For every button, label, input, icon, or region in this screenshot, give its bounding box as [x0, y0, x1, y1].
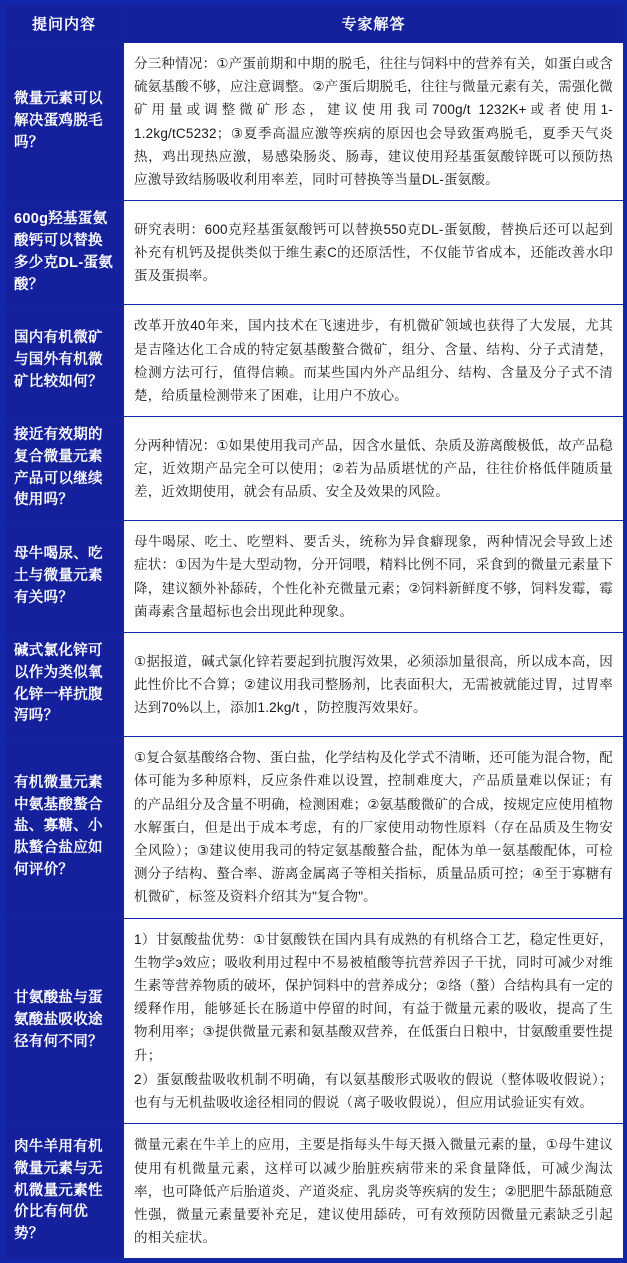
- answer-cell: [124, 305, 624, 417]
- answer-paragraph: 分三种情况：①产蛋前期和中期的脱毛，往往与饲料中的营养有关，如蛋白或含硫氨基酸不够，应注意调整。②产蛋后期脱毛，往往与微量元素有关，需强化微矿用量或调整微矿形态，建议使用我司700g/t 1232K+或者使用1-1.2kg/tC5232；③夏季高温应激等疾病的原因也会导致蛋鸡脱毛，夏季天气炎热，鸡出现热应激，易感染肠炎、肠毒，建议使用羟基蛋氨酸锌既可以预防热应激导致结肠吸收利用率差，同时可替换等当量DL-蛋氨酸。: [134, 56, 613, 188]
- question-cell: 接近有效期的复合微量元素产品可以继续使用吗？: [5, 417, 124, 521]
- question-cell: 微量元素可以解决蛋鸡脱毛吗？: [5, 43, 124, 201]
- answer-paragraph: 母牛喝尿、吃土、吃塑料、要舌头，统称为异食癖现象，两种情况会导致上述症状：①因为牛是大型动物，分开饲喂，精料比例不同，采食到的微量元素量下降，建议额外补舔砖，个性化补充微量元素；②饲料新鲜度不够，饲料发霉，霉菌毒素含量超标也会出现此种现象。: [134, 534, 613, 619]
- table-row: [5, 43, 624, 201]
- table-row: [5, 918, 624, 1124]
- table-header-row: [5, 5, 624, 43]
- table-body: [5, 43, 624, 1259]
- question-cell: 甘氨酸盐与蛋氨酸盐吸收途径有何不同？: [5, 918, 124, 1124]
- table-row: [5, 201, 624, 305]
- table-row: [5, 633, 624, 737]
- answer-cell: [124, 43, 624, 201]
- answer-paragraph: 分两种情况：①如果使用我司产品，因含水量低、杂质及游离酸极低，故产品稳定，近效期产品完全可以使用；②若为品质堪忧的产品，往往价格低伴随质量差，近效期使用，就会有品质、安全及效果的风险。: [134, 437, 613, 500]
- answer-cell: [124, 918, 624, 1124]
- column-header-answer: 专家解答: [124, 5, 624, 43]
- answer-paragraph: 研究表明：600克羟基蛋氨酸钙可以替换550克DL-蛋氨酸，替换后还可以起到补充有机钙及提供类似于维生素C的还原活性，不仅能节省成本，还能改善水印蛋及蛋损率。: [134, 221, 613, 284]
- answer-cell: [124, 1124, 624, 1259]
- answer-cell: [124, 633, 624, 737]
- column-header-question: 提问内容: [5, 5, 124, 43]
- question-cell: 碱式氯化锌可以作为类似氧化锌一样抗腹泻吗？: [5, 633, 124, 737]
- table-row: [5, 305, 624, 417]
- answer-paragraph: 微量元素在牛羊上的应用，主要是指每头牛每天摄入微量元素的量，①母牛建议使用有机微量元素，这样可以减少胎脏疾病带来的采食量降低，可减少淘汰率，也可降低产后胎道炎、产道炎症、乳房炎等疾病的发生；②肥肥牛舔舐随意性强，微量元素量要补充足，建议使用舔砖，可有效预防因微量元素缺乏引起的相关症状。: [134, 1137, 613, 1246]
- question-cell: 母牛喝尿、吃土与微量元素有关吗？: [5, 521, 124, 633]
- answer-cell: [124, 417, 624, 521]
- table-row: [5, 417, 624, 521]
- answer-paragraph: 2）蛋氨酸盐吸收机制不明确，有以氨基酸形式吸收的假说（整体吸收假说）；也有与无机盐吸收途径相同的假说（离子吸收假说），但应用试验证实有效。: [134, 1071, 613, 1111]
- answer-paragraph: ①复合氨基酸络合物、蛋白盐，化学结构及化学式不清晰，还可能为混合物，配体可能为多种原料，反应条件难以设置，控制难度大，产品质量难以保证；有的产品组分及含量不明确，检测困难；②氨基酸微矿的合成，按规定应使用植物水解蛋白，但是出于成本考虑，有的厂家使用动物性原料（存在品质及生物安全风险）；③建议使用我司的特定氨基酸螯合盐，配体为单一氨基酸配体，可检测分子结构、螯合率、游离金属离子等相关指标，质量品质可控；④至于寡糖有机微矿，标签及资料介绍其为"复合物"。: [134, 750, 613, 905]
- question-cell: 肉牛羊用有机微量元素与无机微量元素性价比有何优势？: [5, 1124, 124, 1259]
- table-row: [5, 1124, 624, 1259]
- table-header: [5, 5, 624, 43]
- table-row: [5, 521, 624, 633]
- answer-cell: [124, 737, 624, 919]
- question-cell: 600g羟基蛋氨酸钙可以替换多少克DL-蛋氨酸？: [5, 201, 124, 305]
- table-row: [5, 737, 624, 919]
- qa-table: [4, 4, 624, 1259]
- question-cell: 有机微量元素中氨基酸螯合盐、寡糖、小肽螯合盐应如何评价？: [5, 737, 124, 919]
- answer-paragraph: ①据报道，碱式氯化锌若要起到抗腹泻效果，必须添加量很高，所以成本高，因此性价比不合算；②建议用我司整肠剂，比表面积大，无需被就能过胃，过胃率达到70%以上，添加1.2kg/t ，防控腹泻效果好。: [134, 653, 613, 716]
- answer-paragraph: 1）甘氨酸盐优势：①甘氨酸铁在国内具有成熟的有机络合工艺，稳定性更好，生物学э效应；吸收利用过程中不易被植酸等抗营养因子干扰，同时可减少对维生素等营养物质的破坏，保护饲料中的营养成分；②络（螯）合结构具有一定的缓释作用，能够延长在肠道中停留的时间，有益于微量元素的吸收，提高了生物利用率；③提供微量元素和氨基酸双营养，在低蛋白日粮中，甘氨酸重要性提升；: [134, 931, 613, 1063]
- answer-cell: [124, 201, 624, 305]
- answer-paragraph: 改革开放40年来，国内技术在飞速进步，有机微矿领域也获得了大发展，尤其是吉隆达化工合成的特定氨基酸螯合微矿，组分、含量、结构、分子式清楚，检测方法可行，值得信赖。而某些国内外产品组分、结构、含量及分子式不清楚，给质量检测带来了困难，让用户不放心。: [134, 318, 613, 403]
- question-cell: 国内有机微矿与国外有机微矿比较如何？: [5, 305, 124, 417]
- answer-cell: [124, 521, 624, 633]
